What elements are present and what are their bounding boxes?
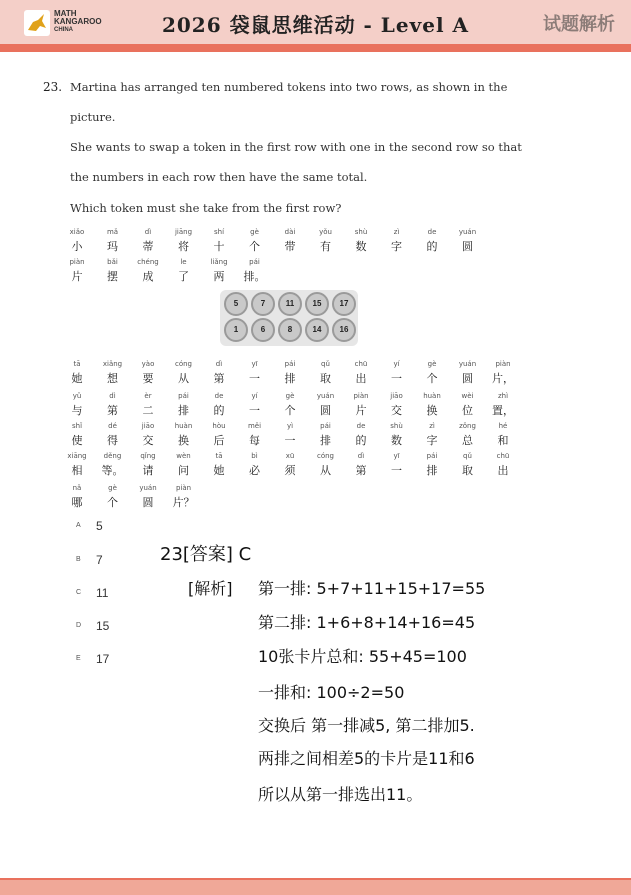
hanzi: 位 xyxy=(462,404,473,417)
hanzi: 蒂 xyxy=(142,240,154,253)
option-value: 17 xyxy=(96,652,110,666)
hanzi: 必 xyxy=(249,464,260,477)
pinyin: de xyxy=(214,392,224,400)
hanzi: 请 xyxy=(142,464,154,477)
question-line: She wants to swap a token in the first row with one in the second row so that xyxy=(70,140,522,154)
header-strip xyxy=(0,44,631,52)
pinyin: piàn xyxy=(69,258,85,266)
pinyin-character xyxy=(169,258,199,284)
pinyin-character xyxy=(62,484,92,510)
hanzi: 要 xyxy=(142,372,154,385)
pinyin: mǎ xyxy=(106,228,119,236)
pinyin: dì xyxy=(109,392,116,400)
pinyin-character xyxy=(62,360,92,386)
solution-line: 所以从第一排选出11。 xyxy=(258,785,423,804)
hanzi: 小 xyxy=(71,240,83,253)
hanzi: 带 xyxy=(284,240,296,253)
pinyin: děng xyxy=(103,452,122,460)
pinyin-character xyxy=(62,452,92,478)
pinyin-character xyxy=(453,392,483,418)
option-letter: D xyxy=(76,622,82,629)
hanzi: 与 xyxy=(71,404,83,417)
pinyin-character xyxy=(98,228,128,254)
hanzi: 一 xyxy=(391,372,402,385)
pinyin: de xyxy=(356,422,366,430)
pinyin-character xyxy=(417,392,447,418)
solution-line: 交换后 第一排减5, 第二排加5. xyxy=(258,716,475,735)
pinyin: bì xyxy=(251,452,258,460)
hanzi: 取 xyxy=(462,464,473,477)
pinyin-character xyxy=(346,452,376,478)
pinyin-character xyxy=(453,360,483,386)
pinyin: shǐ xyxy=(71,422,83,430)
pinyin-character xyxy=(488,392,518,418)
solution-line: 第二排: 1+6+8+14+16=45 xyxy=(258,613,476,632)
hanzi: 圆 xyxy=(462,372,473,385)
logo-text: MATH KANGAROO CHINA xyxy=(54,9,102,33)
pinyin: yǔ xyxy=(72,392,82,400)
pinyin-character xyxy=(133,258,163,284)
hanzi: 一 xyxy=(249,404,260,417)
pinyin-character xyxy=(488,360,518,386)
pinyin-character xyxy=(204,452,234,478)
pinyin-character xyxy=(98,422,128,448)
pinyin: pái xyxy=(426,452,438,460)
pinyin: shù xyxy=(390,422,403,430)
pinyin-character xyxy=(169,422,199,448)
pinyin: yí xyxy=(393,360,400,368)
pinyin-character xyxy=(346,360,376,386)
pinyin: xiǎng xyxy=(102,360,123,368)
hanzi: 排 xyxy=(426,464,438,477)
pinyin: de xyxy=(427,228,437,236)
pinyin-character xyxy=(169,228,199,254)
token: 11 xyxy=(278,292,302,316)
pinyin: xiǎo xyxy=(69,228,85,236)
hanzi: 的 xyxy=(426,240,438,253)
pinyin-character xyxy=(382,392,412,418)
hanzi: 一 xyxy=(284,434,296,447)
pinyin: zǒng xyxy=(459,422,476,430)
pinyin: cóng xyxy=(316,452,334,460)
hanzi: 有 xyxy=(320,240,331,253)
pinyin-character xyxy=(62,392,92,418)
pinyin: yí xyxy=(251,392,258,400)
pinyin: huàn xyxy=(423,392,441,400)
pinyin-character xyxy=(275,228,305,254)
pinyin: měi xyxy=(247,422,262,430)
pinyin: yuán xyxy=(316,392,335,400)
question-line: the numbers in each row then have the same total. xyxy=(70,170,368,184)
hanzi: 相 xyxy=(71,464,83,477)
pinyin: qǐng xyxy=(140,452,156,460)
hanzi: 片 xyxy=(71,270,83,283)
pinyin: shù xyxy=(354,228,368,236)
pinyin-character xyxy=(417,360,447,386)
hanzi: 问 xyxy=(178,464,189,477)
pinyin: jiāng xyxy=(174,228,193,236)
pinyin: dài xyxy=(284,228,296,236)
pinyin-character xyxy=(346,422,376,448)
pinyin: zhì xyxy=(497,392,509,400)
pinyin-character xyxy=(98,258,128,284)
hanzi: 个 xyxy=(284,404,296,417)
hanzi: 圆 xyxy=(142,496,154,509)
hanzi: 换 xyxy=(426,404,438,417)
pinyin: pái xyxy=(284,360,296,368)
pinyin: bǎi xyxy=(107,258,118,266)
pinyin-character xyxy=(311,452,341,478)
pinyin-character xyxy=(240,228,270,254)
hanzi: 数 xyxy=(391,434,402,447)
token: 6 xyxy=(251,318,275,342)
pinyin: qǔ xyxy=(463,452,472,460)
pinyin-character xyxy=(240,452,270,478)
pinyin-character xyxy=(311,360,341,386)
corner-label: 试题解析 xyxy=(543,14,615,35)
hanzi: 片 xyxy=(355,404,367,417)
hanzi: 了 xyxy=(178,270,189,283)
pinyin: huàn xyxy=(174,422,193,430)
question-number: 23. xyxy=(43,80,63,94)
pinyin-character xyxy=(346,228,376,254)
pinyin: gè xyxy=(427,360,437,368)
pinyin: chū xyxy=(354,360,368,368)
pinyin-character xyxy=(98,360,128,386)
hanzi: 片， xyxy=(492,372,514,385)
answer-line: 23[答案] C xyxy=(160,544,252,565)
pinyin: zì xyxy=(393,228,400,236)
option-value: 15 xyxy=(96,619,110,633)
hanzi: 得 xyxy=(107,434,118,447)
pinyin: gè xyxy=(285,392,295,400)
hanzi: 哪 xyxy=(71,496,83,509)
pinyin: dì xyxy=(357,452,365,460)
pinyin: cóng xyxy=(174,360,192,368)
pinyin: shí xyxy=(213,228,225,236)
hanzi: 第 xyxy=(355,464,367,477)
pinyin: chū xyxy=(496,452,510,460)
hanzi: 字 xyxy=(391,240,402,253)
hanzi: 排。 xyxy=(243,270,266,283)
pinyin-character xyxy=(488,452,518,478)
pinyin-character xyxy=(275,422,305,448)
pinyin-character xyxy=(133,360,163,386)
solution-line: 第一排: 5+7+11+15+17=55 xyxy=(258,579,486,598)
hanzi: 两 xyxy=(213,270,225,283)
hanzi: 须 xyxy=(284,464,296,477)
option-letter: A xyxy=(76,522,81,529)
pinyin-character xyxy=(169,392,199,418)
pinyin: le xyxy=(180,258,187,266)
hanzi: 将 xyxy=(178,240,189,253)
hanzi: 使 xyxy=(71,434,83,447)
hanzi: 出 xyxy=(497,464,509,477)
hanzi: 每 xyxy=(249,434,260,447)
hanzi: 摆 xyxy=(107,270,118,283)
token: 5 xyxy=(224,292,248,316)
pinyin: yào xyxy=(141,360,155,368)
pinyin: piàn xyxy=(495,360,511,368)
pinyin-character xyxy=(169,452,199,478)
option-letter: C xyxy=(76,589,82,596)
hanzi: 圆 xyxy=(320,404,331,417)
pinyin: jiāo xyxy=(390,392,403,400)
hanzi: 从 xyxy=(178,372,189,385)
pinyin-character xyxy=(275,360,305,386)
pinyin-character xyxy=(204,422,234,448)
pinyin-character xyxy=(204,392,234,418)
pinyin-character xyxy=(204,360,234,386)
pinyin-character xyxy=(311,422,341,448)
option-value: 7 xyxy=(96,553,103,567)
pinyin-character xyxy=(382,422,412,448)
pinyin-character xyxy=(488,422,518,448)
pinyin-character xyxy=(98,452,128,478)
pinyin-character xyxy=(169,360,199,386)
hanzi: 排 xyxy=(178,404,189,417)
analysis-label: [解析] xyxy=(188,579,233,598)
pinyin: jiāo xyxy=(141,422,155,430)
hanzi: 一 xyxy=(249,372,260,385)
pinyin-character xyxy=(275,452,305,478)
hanzi: 换 xyxy=(178,434,189,447)
hanzi: 她 xyxy=(71,372,83,385)
pinyin-character xyxy=(133,484,163,510)
header-bar xyxy=(0,0,631,44)
pinyin: qǔ xyxy=(321,360,330,368)
pinyin: tā xyxy=(215,452,223,460)
pinyin: yuán xyxy=(139,484,157,492)
pinyin-character xyxy=(169,484,199,510)
pinyin-character xyxy=(240,422,270,448)
pinyin: wèn xyxy=(176,452,191,460)
pinyin: yì xyxy=(286,422,294,430)
pinyin: piàn xyxy=(353,392,369,400)
pinyin-character xyxy=(240,360,270,386)
hanzi: 的 xyxy=(213,404,225,417)
hanzi: 总 xyxy=(462,434,473,447)
hanzi: 取 xyxy=(320,372,331,385)
question-line: Martina has arranged ten numbered tokens into two rows, as shown in the xyxy=(70,80,508,94)
hanzi: 等。 xyxy=(101,464,124,477)
hanzi: 圆 xyxy=(462,240,473,253)
question-line: picture. xyxy=(70,110,116,124)
pinyin: pái xyxy=(249,258,260,266)
hanzi: 第 xyxy=(107,404,118,417)
solution-line: 10张卡片总和: 55+45=100 xyxy=(258,647,467,666)
pinyin-character xyxy=(98,392,128,418)
pinyin: yī xyxy=(251,360,258,368)
pinyin: yǒu xyxy=(319,228,332,236)
hanzi: 想 xyxy=(107,372,118,385)
pinyin: piàn xyxy=(175,484,192,492)
pinyin-character xyxy=(240,258,270,284)
hanzi: 字 xyxy=(426,434,438,447)
option-value: 5 xyxy=(96,519,103,533)
token: 7 xyxy=(251,292,275,316)
token: 15 xyxy=(305,292,329,316)
pinyin-character xyxy=(62,422,92,448)
pinyin: hé xyxy=(498,422,508,430)
hanzi: 个 xyxy=(426,372,438,385)
pinyin-character xyxy=(417,422,447,448)
token: 17 xyxy=(332,292,356,316)
pinyin-character xyxy=(133,422,163,448)
pinyin: gè xyxy=(108,484,117,492)
pinyin-character xyxy=(453,228,483,254)
pinyin: hòu xyxy=(212,422,226,430)
hanzi: 排 xyxy=(284,372,296,385)
footer-bar xyxy=(0,880,631,895)
page-title: 2026 袋鼠思维活动 - Level A xyxy=(161,13,470,37)
pinyin-character xyxy=(417,228,447,254)
pinyin-character xyxy=(382,228,412,254)
pinyin: nǎ xyxy=(72,484,82,492)
hanzi: 置， xyxy=(492,404,514,417)
pinyin: tā xyxy=(73,360,81,368)
pinyin-character xyxy=(453,452,483,478)
hanzi: 从 xyxy=(320,464,331,477)
pinyin-character xyxy=(133,392,163,418)
hanzi: 十 xyxy=(213,240,225,253)
pinyin: liǎng xyxy=(210,258,228,266)
hanzi: 排 xyxy=(320,434,331,447)
hanzi: 一 xyxy=(391,464,402,477)
pinyin-character xyxy=(311,392,341,418)
pinyin: chéng xyxy=(137,258,159,266)
token: 16 xyxy=(332,318,356,342)
pinyin-character xyxy=(382,452,412,478)
hanzi: 的 xyxy=(355,434,367,447)
option-letter: B xyxy=(76,556,81,563)
hanzi: 后 xyxy=(213,434,225,447)
hanzi: 出 xyxy=(355,372,367,385)
pinyin-character xyxy=(417,452,447,478)
option-letter: E xyxy=(76,655,81,662)
hanzi: 和 xyxy=(497,434,509,447)
hanzi: 她 xyxy=(213,464,225,477)
pinyin: yuán xyxy=(458,360,477,368)
pinyin-character xyxy=(62,258,92,284)
pinyin: èr xyxy=(144,392,152,400)
pinyin-character xyxy=(453,422,483,448)
pinyin-character xyxy=(133,228,163,254)
hanzi: 个 xyxy=(249,240,260,253)
pinyin-character xyxy=(133,452,163,478)
pinyin: zì xyxy=(429,422,435,430)
hanzi: 个 xyxy=(107,496,118,509)
pinyin-character xyxy=(204,258,234,284)
token: 8 xyxy=(278,318,302,342)
hanzi: 玛 xyxy=(107,240,118,253)
token: 1 xyxy=(224,318,248,342)
question-line: Which token must she take from the first row? xyxy=(70,201,342,215)
pinyin: dì xyxy=(144,228,152,236)
pinyin: xiāng xyxy=(67,452,87,460)
hanzi: 成 xyxy=(142,270,154,283)
solution-line: 两排之间相差5的卡片是11和6 xyxy=(258,749,475,768)
pinyin: pái xyxy=(320,422,331,430)
hanzi: 第 xyxy=(213,372,225,385)
pinyin: yī xyxy=(393,452,400,460)
pinyin-character xyxy=(98,484,128,510)
pinyin: xū xyxy=(285,452,295,460)
hanzi: 二 xyxy=(142,404,154,417)
pinyin: pái xyxy=(178,392,189,400)
pinyin: wèi xyxy=(461,392,474,400)
token: 14 xyxy=(305,318,329,342)
hanzi: 片？ xyxy=(172,496,195,509)
pinyin: dì xyxy=(215,360,223,368)
pinyin-character xyxy=(204,228,234,254)
pinyin-character xyxy=(311,228,341,254)
pinyin-character xyxy=(346,392,376,418)
option-value: 11 xyxy=(96,586,109,600)
hanzi: 交 xyxy=(142,434,154,447)
pinyin-character xyxy=(62,228,92,254)
pinyin: dé xyxy=(108,422,117,430)
pinyin-character xyxy=(275,392,305,418)
pinyin-character xyxy=(382,360,412,386)
solution-line: 一排和: 100÷2=50 xyxy=(258,683,405,702)
hanzi: 数 xyxy=(355,240,367,253)
pinyin: gè xyxy=(250,228,259,236)
pinyin: yuán xyxy=(458,228,477,236)
hanzi: 交 xyxy=(391,404,402,417)
pinyin-character xyxy=(240,392,270,418)
